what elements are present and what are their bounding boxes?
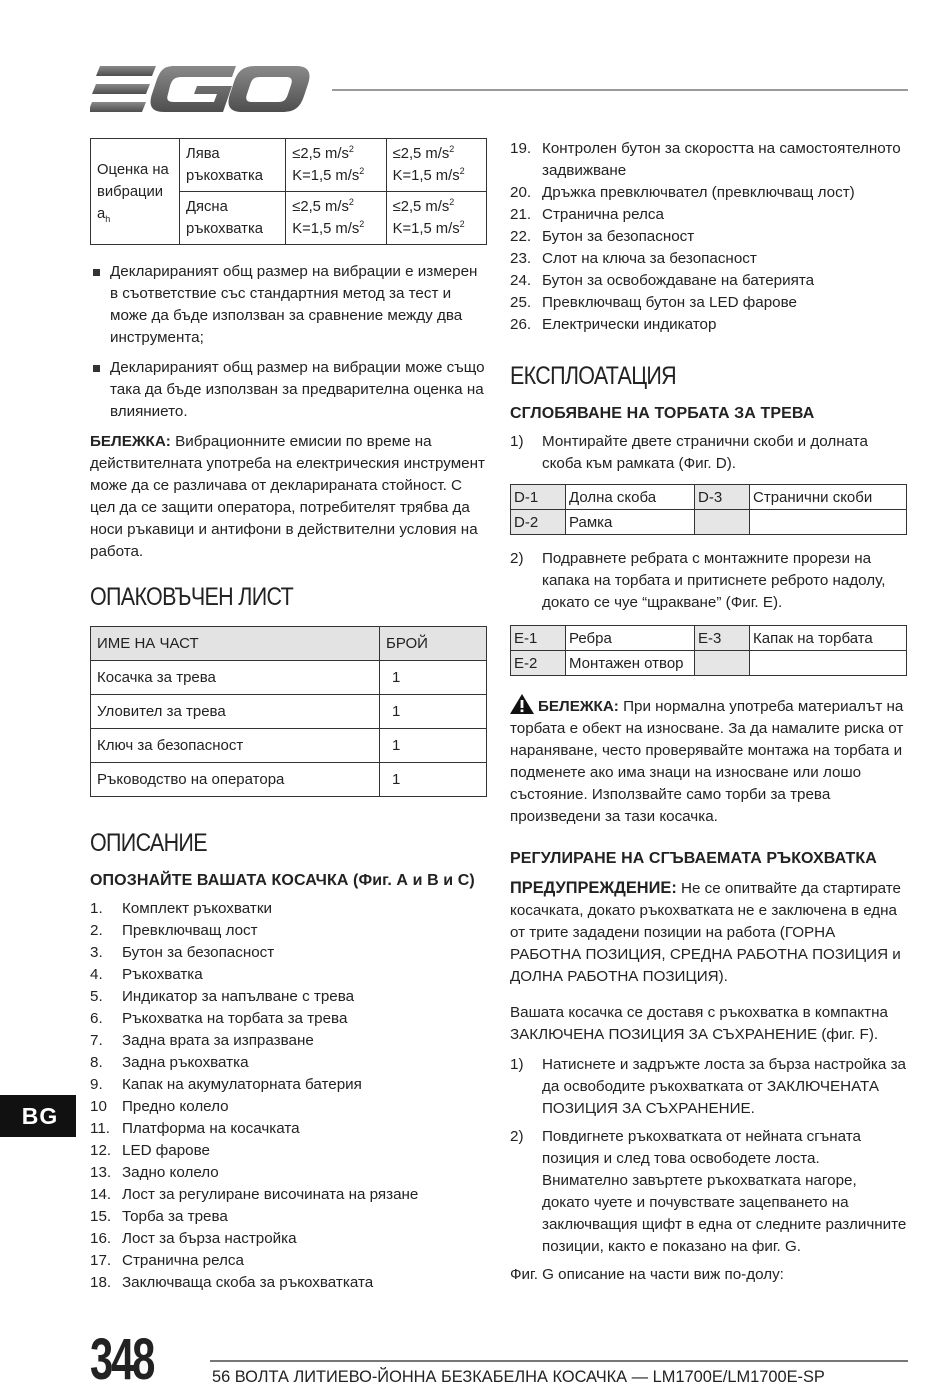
handle-cell: Дясна ръкохватка	[180, 192, 286, 245]
parts-list	[90, 898, 486, 1294]
warning-paragraph: ПРЕДУПРЕЖДЕНИЕ: Не се опитвайте да стартирате косачката, докато ръкохватката не е заключена в една от трите зададени позиции на работа (ГОРНА РАБОТНА ПОЗИЦИЯ, СРЕДНА РАБОТНА ПОЗИЦИЯ и ДОЛНА РАБОТНА ПОЗИЦИЯ).	[510, 879, 901, 985]
packing-header-name: ИМЕ НА ЧАСТ	[91, 627, 380, 661]
packing-table	[90, 626, 487, 797]
vibration-table	[90, 138, 487, 245]
language-tab: BG	[0, 1095, 76, 1137]
table-row: E-1 Ребра E-3 Капак на торбата	[511, 626, 907, 651]
square-bullet-icon	[93, 269, 100, 276]
list-item: 12. LED фарове	[90, 1142, 210, 1159]
header-rule	[332, 89, 908, 91]
list-item: 1. Комплект ръкохватки	[90, 900, 272, 917]
table-row: D-1 Долна скоба D-3 Странични скоби	[511, 485, 907, 510]
fig-e-table	[510, 625, 907, 676]
list-item: 6. Ръкохватка на торбата за трева	[90, 1010, 348, 1027]
table-row: Ключ за безопасност 1	[91, 729, 487, 763]
warning-triangle-icon	[510, 694, 534, 714]
handle-adjust-title: РЕГУЛИРАНЕ НА СГЪВАЕМАТА РЪКОХВАТКА	[510, 850, 877, 867]
list-item: 9. Капак на акумулаторната батерия	[90, 1076, 362, 1093]
list-item: 14. Лост за регулиране височината на рязане	[90, 1186, 419, 1203]
fig-g-caption: Фиг. G описание на части виж по-долу:	[510, 1266, 784, 1283]
square-bullet-icon	[93, 365, 100, 372]
list-item: 5. Индикатор за напълване с трева	[90, 988, 355, 1005]
list-item: 18. Заключваща скоба за ръкохватката	[90, 1274, 374, 1291]
packing-header-qty: БРОЙ	[380, 627, 487, 661]
list-item: 10 Предно колело	[90, 1098, 229, 1115]
value-cell: ≤2,5 $m/s^2$ K=1,5 $m/s^2$	[386, 192, 486, 245]
list-item: 1) Натиснете и задръжте лоста за бърза настройка за да освободите ръкохватката от ЗАКЛЮЧЕНАТА ПОЗИЦИЯ ЗА СЪХРАНЕНИЕ.	[510, 1056, 906, 1117]
list-item: 1) Монтирайте двете странични скоби и долната скоба към рамката (Фиг. D).	[510, 433, 868, 472]
list-item: 2. Превключващ лост	[90, 922, 258, 939]
bullet-item: Декларираният общ размер на вибрации може също така да бъде използван за предварителна оценка на влиянието.	[90, 357, 486, 423]
list-item: 16. Лост за бърза настройка	[90, 1230, 297, 1247]
fig-d-table	[510, 484, 907, 535]
parts-list-continued	[510, 138, 908, 336]
list-item: 19. Контролен бутон за скоростта на самостоятелното задвижване	[510, 140, 901, 179]
table-row: Ръководство на оператора 1	[91, 763, 487, 797]
bag-note-paragraph: БЕЛЕЖКА: При нормална употреба материалът на торбата е обект на износване. За да намалите риска от нараняване, често проверявайте монтажа на торбата и подменете ако има знаци на износване или лошо състояние. Използвайте само торби за трева произведени за тази косачка.	[510, 694, 908, 828]
list-item: 24. Бутон за освобождаване на батерията	[510, 272, 815, 289]
value-cell: ≤2,5 $m/s^2$ K=1,5 $m/s^2$	[286, 192, 386, 245]
footer-title: 56 ВОЛТА ЛИТИЕВО-ЙОННА БЕЗКАБЕЛНА КОСАЧКА — LM1700E/LM1700E-SP	[212, 1368, 825, 1386]
page-number: 348	[90, 1327, 154, 1392]
bag-assembly-title: СГЛОБЯВАНЕ НА ТОРБАТА ЗА ТРЕВА	[510, 405, 815, 422]
bag-step-1	[510, 431, 908, 475]
value-cell: ≤2,5 $m/s^2$ K=1,5 $m/s^2$	[386, 139, 486, 192]
packing-title: ОПАКОВЪЧЕН ЛИСТ	[90, 583, 294, 611]
list-item: 22. Бутон за безопасност	[510, 228, 695, 245]
list-item: 26. Електрически индикатор	[510, 316, 717, 333]
left-column	[90, 138, 486, 1294]
vibration-row-label: Оценка на вибрации $a_h$	[91, 139, 180, 245]
vibration-bullets	[90, 261, 486, 423]
handle-steps	[510, 1054, 908, 1258]
table-row: Уловител за трева 1	[91, 695, 487, 729]
description-title: ОПИСАНИЕ	[90, 829, 207, 857]
value-cell: ≤2,5 $m/s^2$ K=1,5 $m/s^2$	[286, 139, 386, 192]
list-item: 20. Дръжка превключвател (превключващ лост)	[510, 184, 855, 201]
list-item: 15. Торба за трева	[90, 1208, 228, 1225]
operation-title: ЕКСПЛОАТАЦИЯ	[510, 362, 677, 390]
list-item: 3. Бутон за безопасност	[90, 944, 275, 961]
table-row: Косачка за трева 1	[91, 661, 487, 695]
list-item: 21. Странична релса	[510, 206, 664, 223]
bag-step-2	[510, 548, 908, 614]
list-item: 25. Превключващ бутон за LED фарове	[510, 294, 797, 311]
list-item: 8. Задна ръкохватка	[90, 1054, 249, 1071]
list-item: 17. Странична релса	[90, 1252, 244, 1269]
table-row: E-2 Монтажен отвор	[511, 651, 907, 676]
list-item: 7. Задна врата за изпразване	[90, 1032, 314, 1049]
handle-cell: Лява ръкохватка	[180, 139, 286, 192]
list-item: 2) Повдигнете ръкохватката от нейната сгъната позиция и след това освободете лоста. Внимателно завъртете ръкохватката нагоре, докато чуете и почувствате зацепването на заключващия щифт в една от следните различните позиции, както е показано на фиг. G.	[510, 1128, 907, 1255]
list-item: 4. Ръкохватка	[90, 966, 203, 983]
table-row: D-2 Рамка	[511, 510, 907, 535]
list-item: 23. Слот на ключа за безопасност	[510, 250, 757, 267]
description-subtitle: ОПОЗНАЙТЕ ВАШАТА КОСАЧКА (Фиг. А и В и С)	[90, 872, 475, 889]
delivered-paragraph: Вашата косачка се доставя с ръкохватка в компактна ЗАКЛЮЧЕНА ПОЗИЦИЯ ЗА СЪХРАНЕНИЕ (фиг. F).	[510, 1004, 888, 1043]
right-column	[510, 138, 908, 1286]
list-item: 13. Задно колело	[90, 1164, 219, 1181]
list-item: 11. Платформа на косачката	[90, 1120, 300, 1137]
bullet-item: Декларираният общ размер на вибрации е измерен в съответствие със стандартния метод за тест и може да бъде използван за сравнение между два инструмента;	[90, 261, 486, 349]
footer-rule	[210, 1360, 908, 1362]
note-paragraph: БЕЛЕЖКА: Вибрационните емисии по време на действителната употреба на електрическия инструмент може да се различава от декларираната стойност. С цел да се защити оператора, потребителят трябва да носи ръкавици и антифони в действителни условия на работа.	[90, 433, 485, 560]
list-item: 2) Подравнете ребрата с монтажните прорези на капака на торбата и притиснете реброто надолу, докато се чуе “щракване” (Фиг. E).	[510, 550, 886, 611]
ego-logo	[90, 62, 312, 116]
